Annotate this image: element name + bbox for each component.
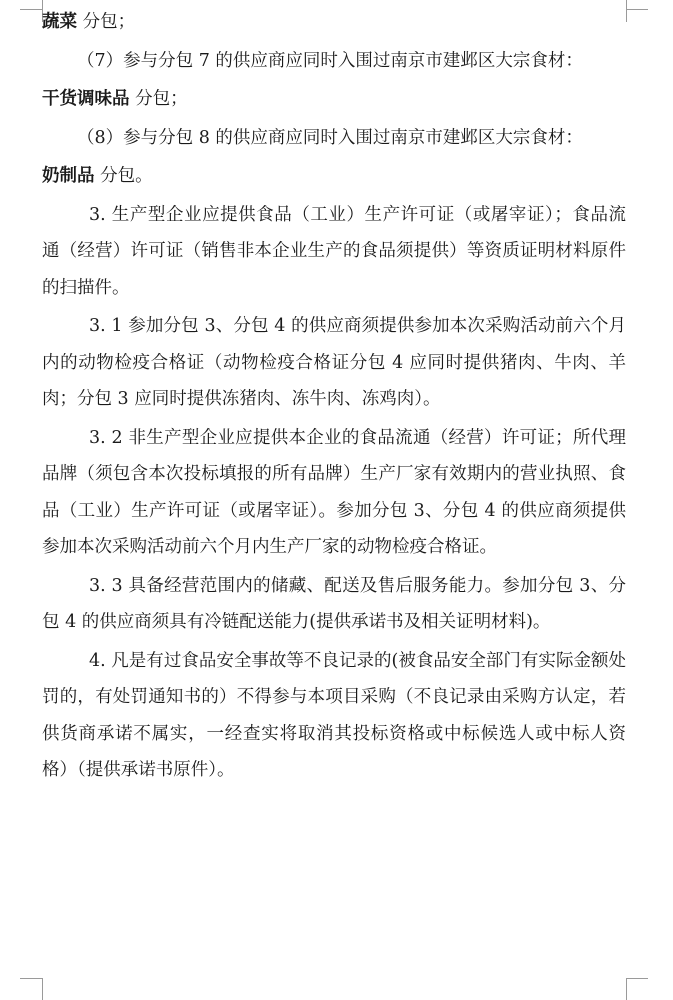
- paragraph-1-text: 分包；: [77, 12, 136, 32]
- paragraph-5-text: 分包。: [94, 166, 153, 186]
- document-body: [42, 4, 626, 789]
- paragraph-3-text: 分包；: [129, 89, 188, 109]
- paragraph-9: 3. 3 具备经营范围内的储藏、配送及售后服务能力。参加分包 3、分包 4 的供应商须具有冷链配送能力(提供承诺书及相关证明材料)。: [42, 575, 626, 632]
- paragraph-4: （8）参与分包 8 的供应商应同时入围过南京市建邺区大宗食材：: [77, 127, 583, 148]
- paragraph-2: （7）参与分包 7 的供应商应同时入围过南京市建邺区大宗食材：: [77, 50, 583, 71]
- crop-mark-top-left-h: [20, 9, 42, 10]
- crop-mark-bottom-left-h: [20, 978, 42, 979]
- paragraph-10: 4. 凡是有过食品安全事故等不良记录的(被食品安全部门有实际金额处罚的，有处罚通知书的）不得参与本项目采购（不良记录由采购方认定，若供货商承诺不属实，一经查实将取消其投标资格或中标候选人或中标人资格）（提供承诺书原件）。: [42, 650, 626, 780]
- crop-mark-bottom-right-v: [626, 978, 627, 1000]
- category-dairy: 奶制品: [42, 166, 95, 186]
- crop-mark-top-right-h: [626, 9, 648, 10]
- crop-mark-bottom-right-h: [626, 978, 648, 979]
- crop-mark-bottom-left-v: [42, 978, 43, 1000]
- paragraph-5: [42, 158, 626, 195]
- paragraph-3: [42, 81, 626, 118]
- paragraph-8: 3. 2 非生产型企业应提供本企业的食品流通（经营）许可证；所代理品牌（须包含本次投标填报的所有品牌）生产厂家有效期内的营业执照、食品（工业）生产许可证（或屠宰证）。参加分包 3、分包 4 的供应商须提供参加本次采购活动前六个月内生产厂家的动物检疫合格证。: [42, 427, 626, 557]
- crop-mark-top-right-v: [626, 0, 627, 22]
- category-dry-goods: 干货调味品: [42, 89, 130, 109]
- category-vegetables: 蔬菜: [42, 12, 77, 32]
- paragraph-1: [42, 4, 626, 41]
- paragraph-7: 3. 1 参加分包 3、分包 4 的供应商须提供参加本次采购活动前六个月内的动物检疫合格证（动物检疫合格证分包 4 应同时提供猪肉、牛肉、羊肉；分包 3 应同时提供冻猪肉、冻牛肉、冻鸡肉）。: [42, 316, 626, 409]
- paragraph-6: 3. 生产型企业应提供食品（工业）生产许可证（或屠宰证）；食品流通（经营）许可证（销售非本企业生产的食品须提供）等资质证明材料原件的扫描件。: [42, 204, 626, 298]
